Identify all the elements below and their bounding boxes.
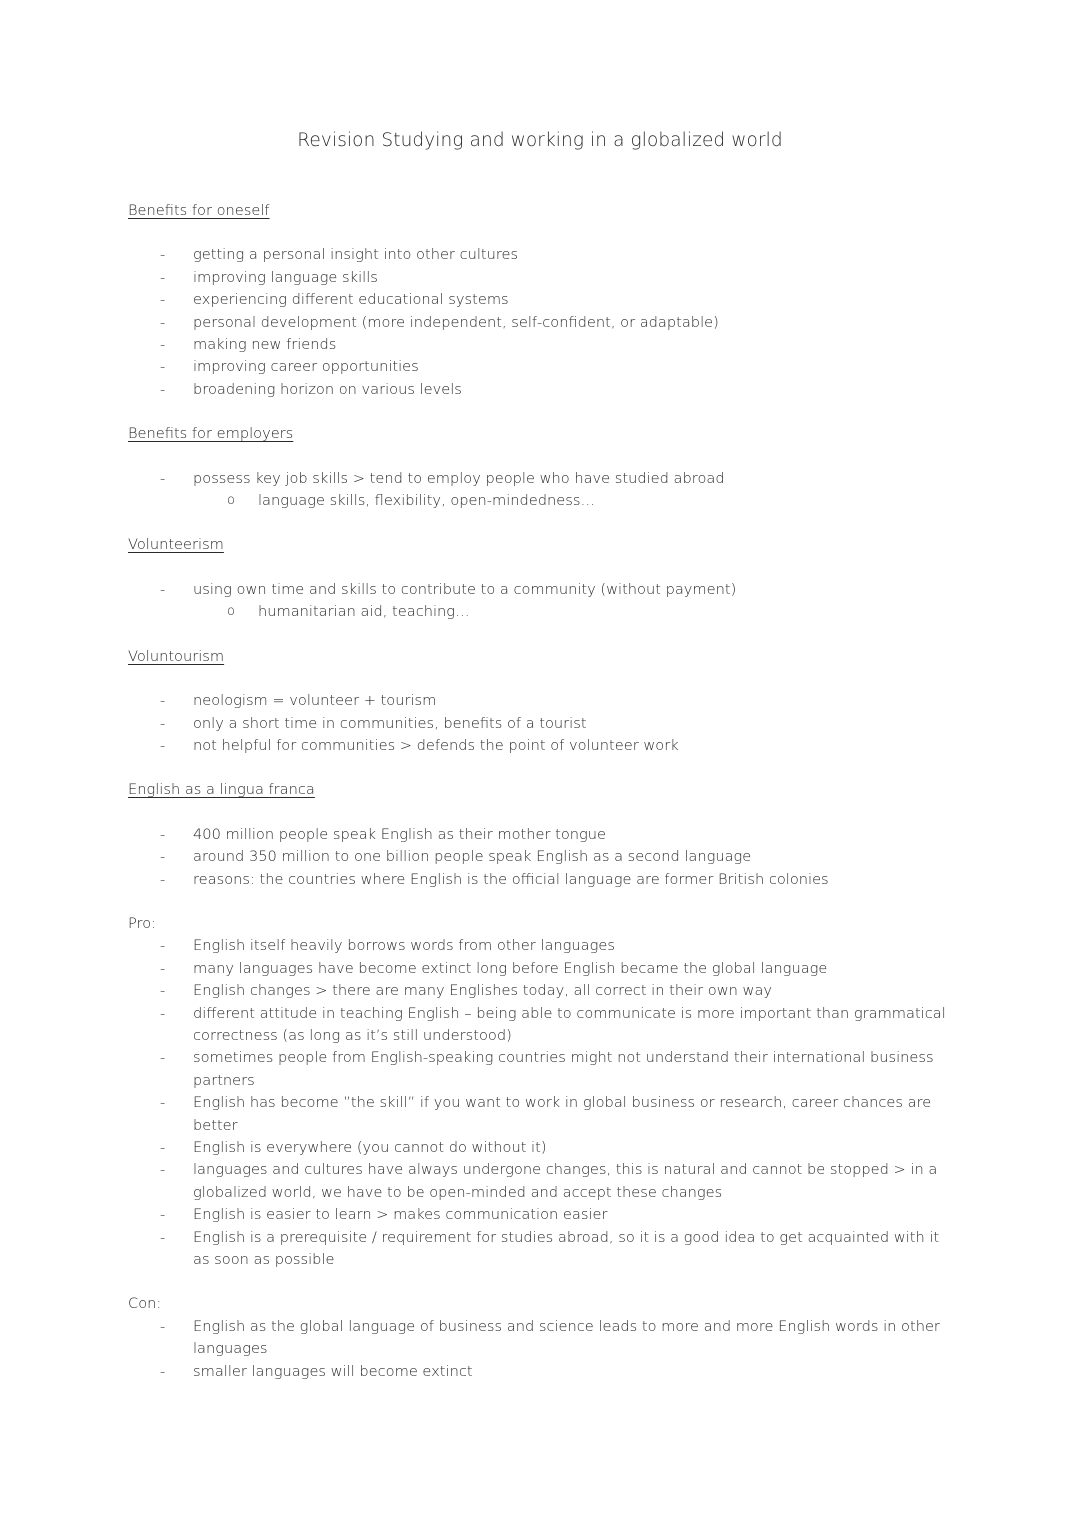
document-title: Revision Studying and working in a globalized world [297, 130, 783, 151]
list-item: - improving career opportunities [128, 356, 958, 378]
list-item: - different attitude in teaching English – being able to communicate is more important than grammatical correctness (as long as it’s still understood) [128, 1003, 958, 1048]
document-body [128, 200, 958, 1405]
list-item: - only a short time in communities, benefits of a tourist [128, 713, 958, 735]
list-item: - reasons: the countries where English is the official language are former British colonies [128, 869, 958, 891]
section-volunteerism [128, 534, 958, 623]
bullet-list [128, 690, 958, 757]
list-item: - languages and cultures have always undergone changes, this is natural and cannot be stopped > in a globalized world, we have to be open-minded and accept these changes [128, 1159, 958, 1204]
section-con [128, 1293, 958, 1383]
section-heading: Benefits for oneself [128, 202, 270, 219]
section-heading: English as a lingua franca [128, 781, 315, 799]
list-item: - English changes > there are many Englishes today, all correct in their own way [128, 980, 958, 1002]
section-lingua-franca [128, 779, 958, 891]
list-item: - experiencing different educational systems [128, 289, 958, 311]
list-item: - English has become ”the skill” if you want to work in global business or research, career chances are better [128, 1092, 958, 1137]
sub-list-item: o humanitarian aid, teaching… [128, 601, 958, 623]
list-item: - getting a personal insight into other cultures [128, 244, 958, 266]
list-item: - smaller languages will become extinct [128, 1361, 958, 1383]
bullet-list [128, 579, 958, 624]
bullet-list [128, 824, 958, 891]
list-item: - 400 million people speak English as their mother tongue [128, 824, 958, 846]
list-item: - English itself heavily borrows words from other languages [128, 935, 958, 957]
section-voluntourism [128, 646, 958, 758]
list-item: - using own time and skills to contribute to a community (without payment) [128, 579, 958, 601]
list-item: - English is easier to learn > makes communication easier [128, 1204, 958, 1226]
sub-list-item: o language skills, flexibility, open-mindedness… [128, 490, 958, 512]
section-pro [128, 913, 958, 1272]
list-item: - improving language skills [128, 267, 958, 289]
pro-label: Pro: [128, 914, 157, 932]
section-heading: Benefits for employers [128, 425, 294, 443]
list-item: - possess key job skills > tend to employ people who have studied abroad [128, 468, 958, 490]
list-item: - around 350 million to one billion people speak English as a second language [128, 846, 958, 868]
list-item: - personal development (more independent, self-confident, or adaptable) [128, 312, 958, 334]
list-item: - many languages have become extinct long before English became the global language [128, 958, 958, 980]
bullet-list [128, 244, 958, 401]
list-item: - broadening horizon on various levels [128, 379, 958, 401]
pro-list [128, 935, 958, 1271]
list-item: - not helpful for communities > defends the point of volunteer work [128, 735, 958, 757]
section-heading: Volunteerism [128, 536, 224, 554]
section-benefits-employers [128, 423, 958, 512]
list-item: - making new friends [128, 334, 958, 356]
bullet-list [128, 468, 958, 513]
con-list [128, 1316, 958, 1383]
section-heading: Voluntourism [128, 647, 225, 665]
list-item: - English is everywhere (you cannot do without it) [128, 1137, 958, 1159]
list-item: - English is a prerequisite / requirement for studies abroad, so it is a good idea to get acquainted with it as soon as possible [128, 1227, 958, 1272]
section-benefits-oneself [128, 200, 958, 401]
list-item: - sometimes people from English-speaking countries might not understand their international business partners [128, 1047, 958, 1092]
list-item: - English as the global language of business and science leads to more and more English words in other languages [128, 1316, 958, 1361]
list-item: - neologism = volunteer + tourism [128, 690, 958, 712]
con-label: Con: [128, 1295, 162, 1313]
